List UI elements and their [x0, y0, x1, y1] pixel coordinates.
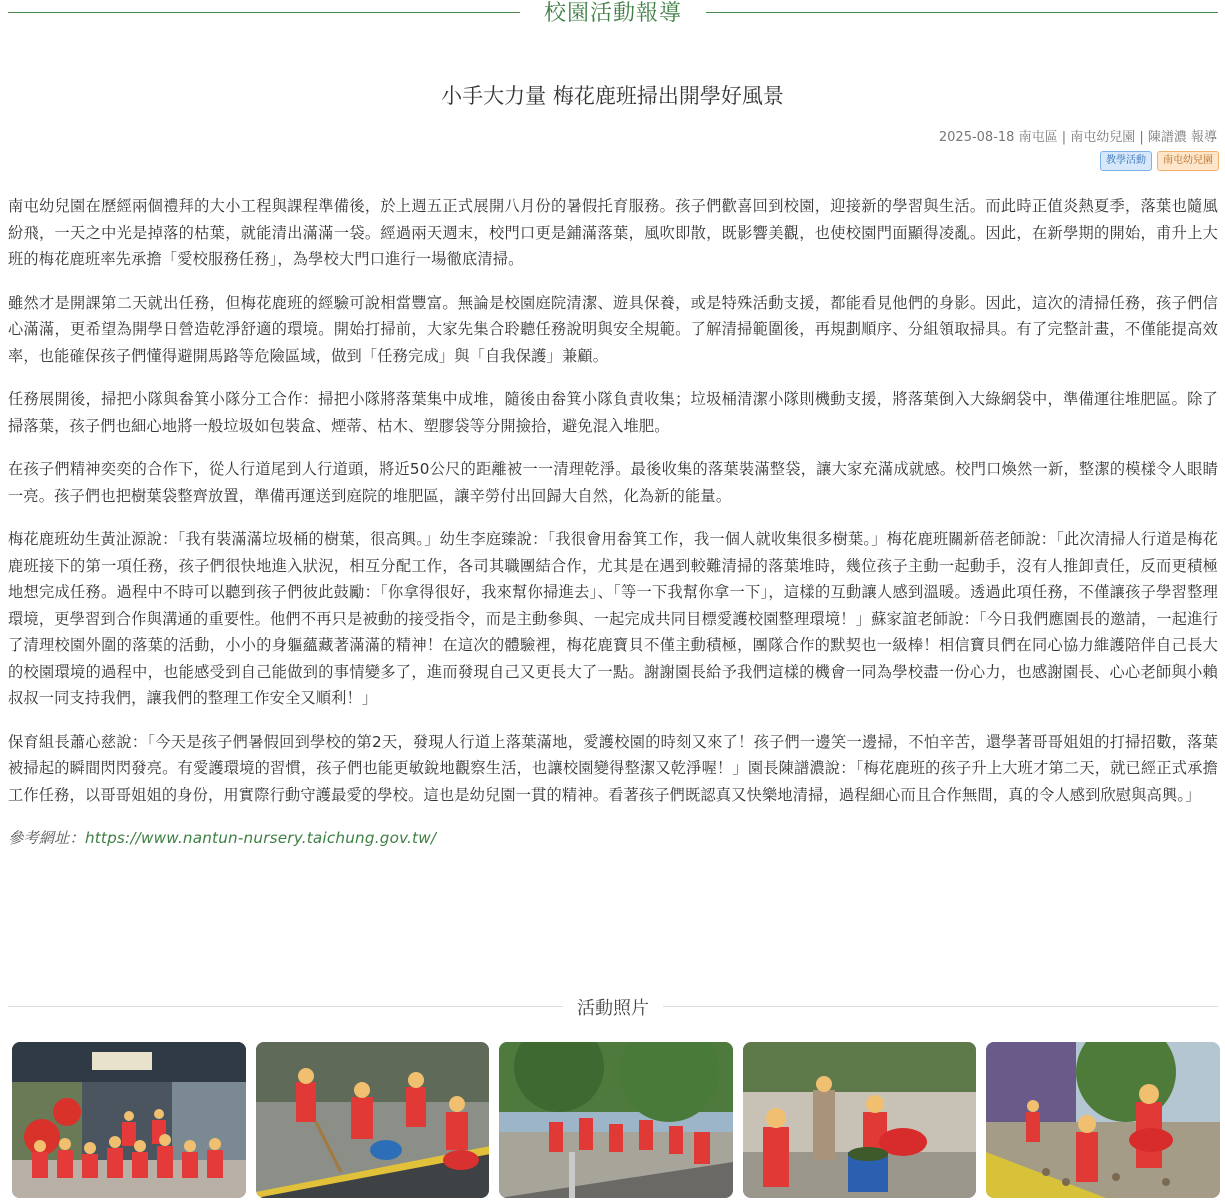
- tag-teaching-activity[interactable]: 教學活動: [1100, 151, 1152, 171]
- photos-divider-right: [663, 1006, 1218, 1007]
- photo-image: [12, 1042, 246, 1198]
- section-title: 校園活動報導: [543, 1, 682, 26]
- article-meta: 2025-08-18 南屯區 | 南屯幼兒園 | 陳譜濃 報導: [938, 130, 1217, 145]
- photo-thumbnail-5[interactable]: [986, 1042, 1220, 1198]
- paragraph: 保育組長蕭心慈說：「今天是孩子們暑假回到學校的第2天，發現人行道上落葉滿地，愛護校園的時刻又來了！孩子們一邊笑一邊掃，不怕辛苦，還學著哥哥姐姐的打掃招數，落葉被掃起的瞬間閃閃發亮。有愛護環境的習慣，孩子們也能更敏銳地觀察生活，也讓校園變得整潔又乾淨喔！」園長陳譜濃說：「梅花鹿班的孩子升上大班才第二天，就已經正式承擔工作任務，以哥哥姐姐的身份，用實際行動守護最愛的學校。這也是幼兒園一貫的精神。看著孩子們既認真又快樂地清掃，過程細心而且合作無間，真的令人感到欣慰與高興。」: [8, 732, 1218, 804]
- paragraph: 南屯幼兒園在歷經兩個禮拜的大小工程與課程準備後，於上週五正式展開八月份的暑假托育服務。孩子們歡喜回到校園，迎接新的學習與生活。而此時正值炎熱夏季，落葉也隨風紛飛，一天之中光是掉落的枯葉，就能清出滿滿一袋。經過兩天週末，校門口更是鋪滿落葉，風吹即散，既影響美觀，也使校園門面顯得凌亂。因此，在新學期的開始，甫升上大班的梅花鹿班率先承擔「愛校服務任務」，為學校大門口進行一場徹底清掃。: [8, 197, 1218, 268]
- photo-image: [256, 1042, 490, 1198]
- photo-image: [743, 1042, 977, 1198]
- photo-thumbnail-4[interactable]: [743, 1042, 977, 1198]
- header-divider-right: [706, 12, 1218, 13]
- photo-thumbnail-2[interactable]: [256, 1042, 490, 1198]
- paragraph: 雖然才是開課第二天就出任務，但梅花鹿班的經驗可說相當豐富。無論是校園庭院清潔、遊具保養，或是特殊活動支援，都能看見他們的身影。因此，這次的清掃任務，孩子們信心滿滿，更希望為開學日營造乾淨舒適的環境。開始打掃前，大家先集合聆聽任務說明與安全規範。了解清掃範圍後，再規劃順序、分組領取掃具。有了完整計畫，不僅能提高效率，也能確保孩子們懂得避開馬路等危險區域，做到「任務完成」與「自我保護」兼顧。: [8, 293, 1218, 365]
- photo-gallery: [12, 1042, 1220, 1198]
- reference-label: 參考網址：: [8, 829, 85, 847]
- tag-school-name[interactable]: 南屯幼兒園: [1157, 151, 1219, 171]
- paragraph: 梅花鹿班幼生黃沚源說：「我有裝滿滿垃圾桶的樹葉，很高興。」幼生李庭臻說：「我很會用畚箕工作，我一個人就收集很多樹葉。」梅花鹿班關新蓓老師說：「此次清掃人行道是梅花鹿班接下的第一項任務，孩子們很快地進入狀況，相互分配工作，各司其職團結合作，尤其是在遇到較難清掃的落葉堆時，幾位孩子主動一起動手，沒有人推卸責任，反而更積極地想完成任務。過程中不時可以聽到孩子們彼此鼓勵：「你拿得很好，我來幫你掃進去」、「等一下我幫你拿一下」，這樣的互動讓人感到溫暖。透過此項任務，不僅讓孩子學習整理環境，更學習到合作與溝通的重要性。他們不再只是被動的接受指令，而是主動參與、一起完成共同目標愛護校園整理環境！」蘇家誼老師說：「今日我們應園長的邀請，一起進行了清理校園外圍的落葉的活動，小小的身軀蘊藏著滿滿的精神！在這次的體驗裡，梅花鹿寶貝不僅主動積極，團隊合作的默契也一級棒！相信寶貝們在同心協力維護陪伴自己長大的校園環境的過程中，也能感受到自己能做到的事情變多了，進而發現自己又更長大了一點。謝謝園長給予我們這樣的機會一同為學校盡一份心力，也感謝園長、心心老師與小賴叔叔一同支持我們，讓我們的整理工作安全又順利！」: [8, 530, 1218, 707]
- photos-title: 活動照片: [577, 998, 649, 1019]
- photo-thumbnail-3[interactable]: [499, 1042, 733, 1198]
- article-body: [8, 193, 1218, 869]
- section-header: [8, 0, 1218, 26]
- paragraph: 在孩子們精神奕奕的合作下，從人行道尾到人行道頭，將近50公尺的距離被一一清理乾淨。最後收集的落葉裝滿整袋，讓大家充滿成就感。校門口煥然一新，整潔的模樣令人眼睛一亮。孩子們也把樹葉袋整齊放置，準備再運送到庭院的堆肥區，讓辛勞付出回歸大自然，化為新的能量。: [8, 460, 1218, 505]
- photos-header: [8, 992, 1218, 1018]
- photo-image: [986, 1042, 1220, 1198]
- photo-image: [499, 1042, 733, 1198]
- reference: [8, 825, 1218, 852]
- reference-link[interactable]: https://www.nantun-nursery.taichung.gov.tw/: [84, 829, 437, 847]
- tag-list: [1100, 151, 1219, 171]
- paragraph: 任務展開後，掃把小隊與畚箕小隊分工合作：掃把小隊將落葉集中成堆，隨後由畚箕小隊負責收集；垃圾桶清潔小隊則機動支援，將落葉倒入大綠網袋中，準備運往堆肥區。除了掃落葉，孩子們也細心地將一般垃圾如包裝盒、煙蒂、枯木、塑膠袋等分開撿拾，避免混入堆肥。: [8, 390, 1218, 435]
- article-title: 小手大力量 梅花鹿班掃出開學好風景: [441, 84, 784, 109]
- photo-thumbnail-1[interactable]: [12, 1042, 246, 1198]
